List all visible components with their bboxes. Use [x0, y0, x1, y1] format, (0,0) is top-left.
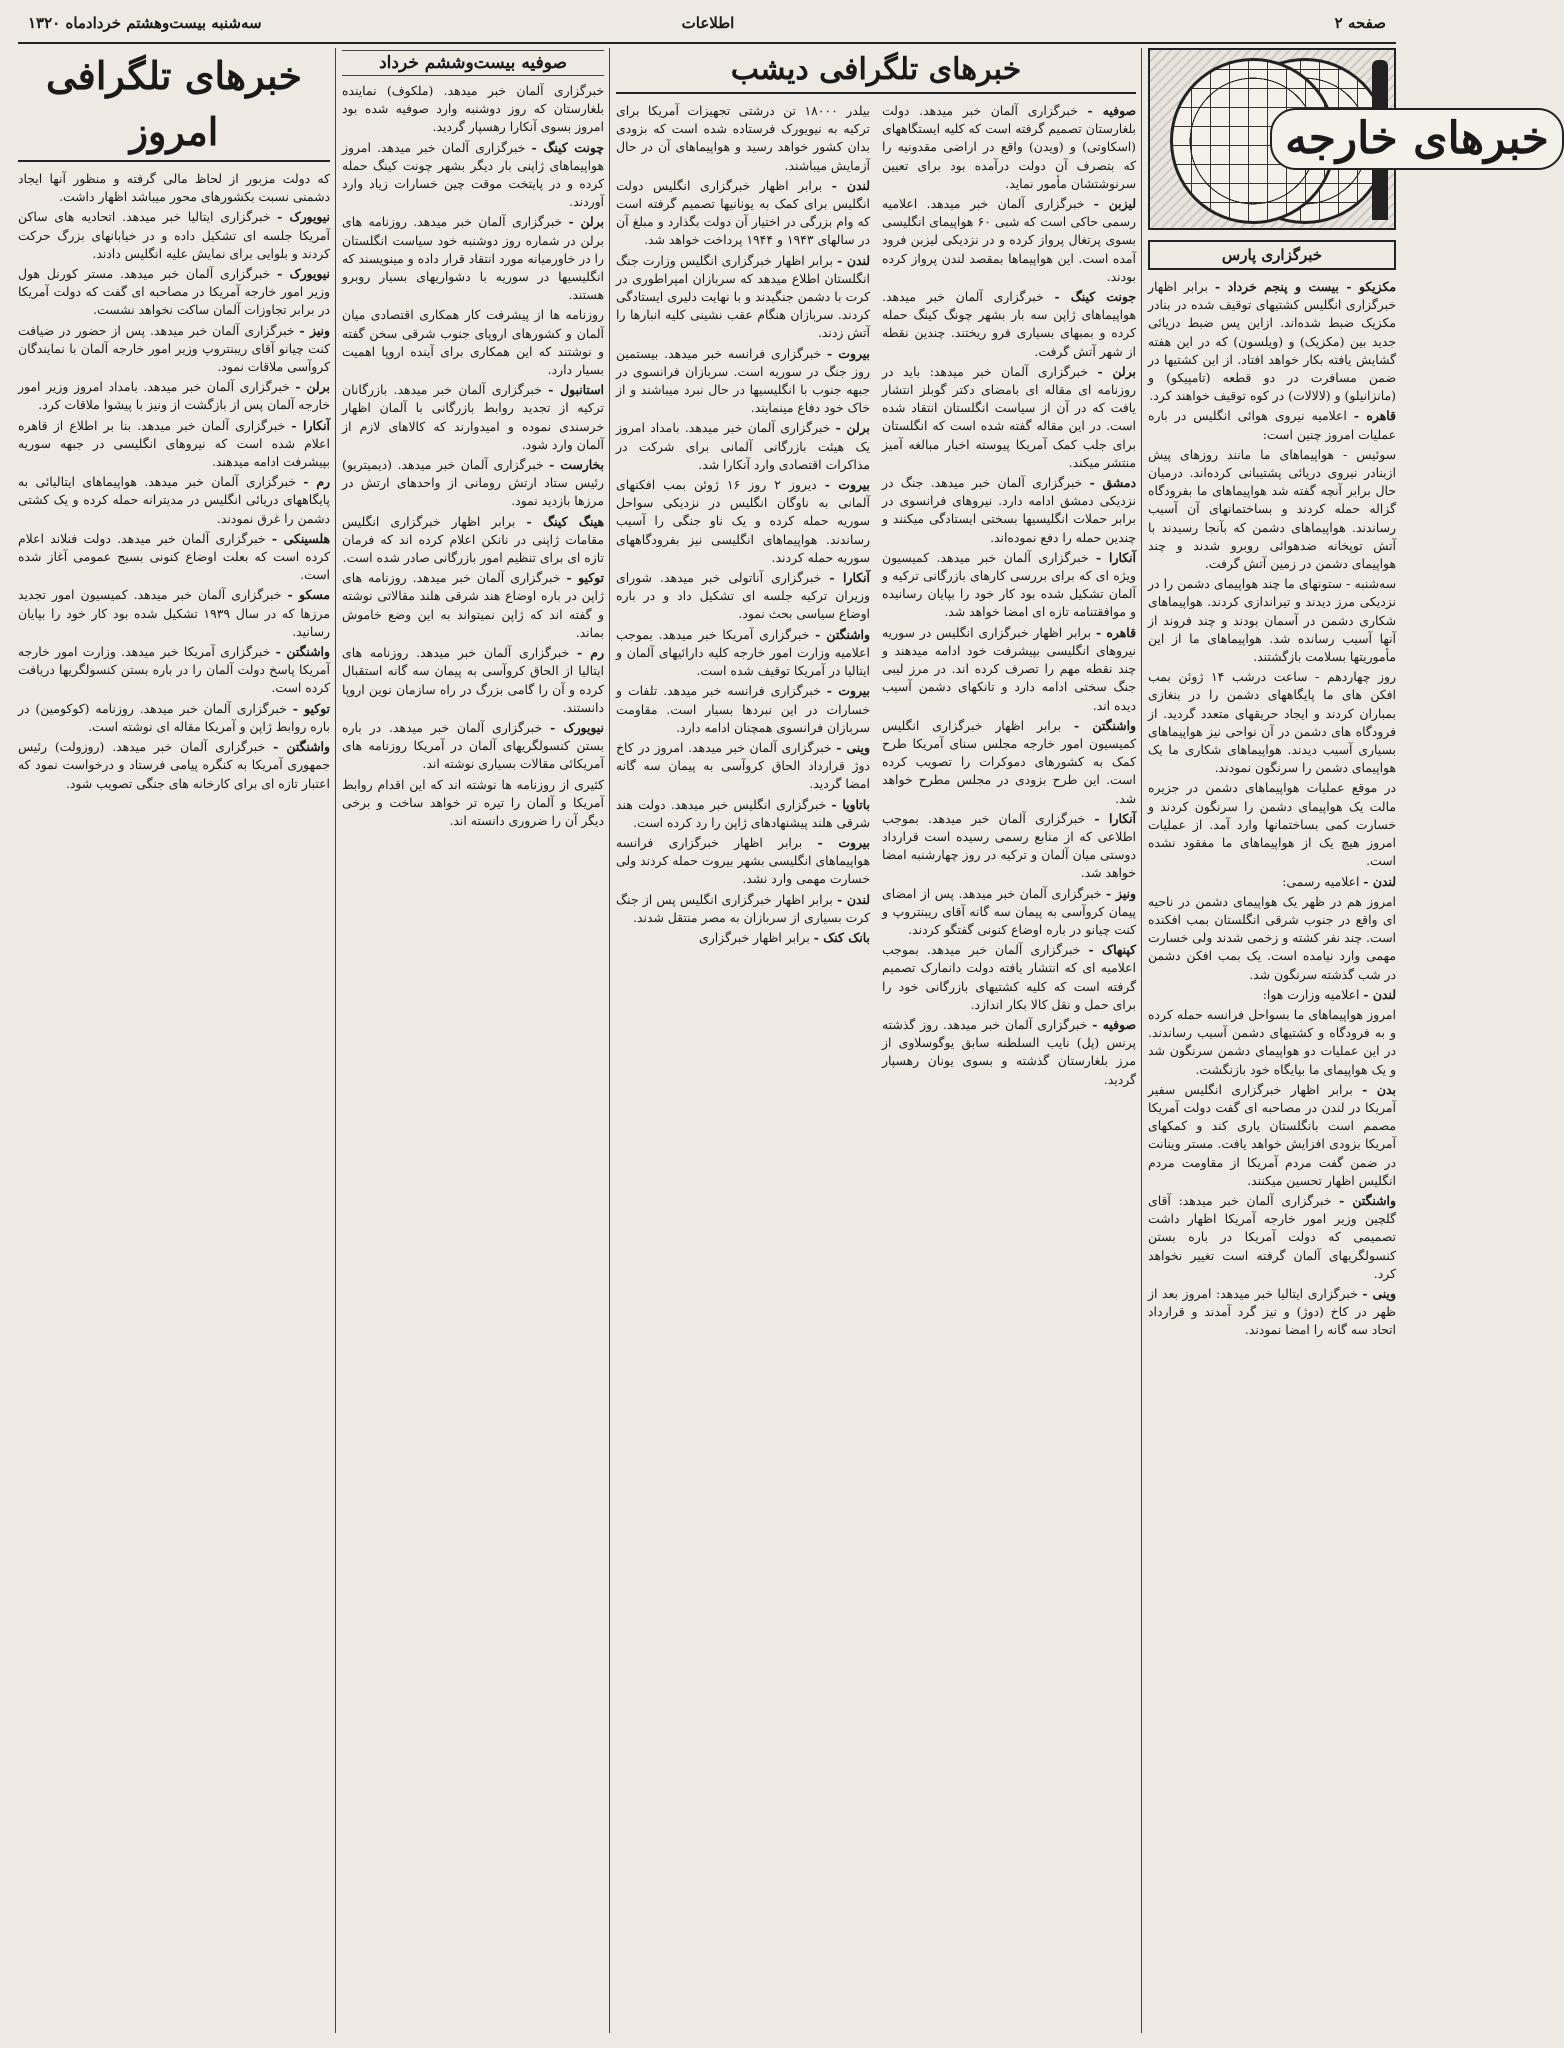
column-divider: [609, 48, 610, 2033]
news-text: سوئیس - هواپیماهای ما مانند روزهای پیش ازبنادر نیروی دریائی پشتیبانی کرده‌اند. درمیان حال برابر آنچه گفته شد هواپیماهای ما بفرودگاه گزاله حمله کردند و بساختمانهای آن آسیب رساندند. هواپیماهای دشمن که بآنجا رسیدند با آتش توپخانه ضدهوائی روبرو شدند و چند هواپیمای دشمن در زمین آتش گرفت.: [1148, 446, 1396, 572]
news-item: [1148, 986, 1396, 1004]
news-item: [616, 682, 870, 737]
news-item: [18, 738, 330, 793]
dateline: جونت کینگ -: [1054, 289, 1136, 305]
subheading-sofia: صوفیه بیست‌وششم خرداد: [342, 50, 604, 76]
news-text: خبرگزاری فرانسه خبر میدهد. بیستمین روز جنگ در سوریه است. سربازان فرانسوی در جبهه جنوب با انگلیسیها در حال نبرد میباشند و از خاک خود دفاع مینمایند.: [616, 345, 870, 416]
dateline: برلن -: [568, 214, 604, 230]
headline-last-night: خبرهای تلگرافی دیشب: [616, 48, 1136, 94]
news-text: خبرگزاری آلمان خبر میدهد: آقای گلچین وزیر امور خارجه آمریکا اظهار داشت تصمیمی که دولت آمریکا در باره بستن کنسولگریهای آلمان گرفته است تغییر نخواهد کرد.: [1148, 1192, 1396, 1281]
dateline: رم -: [576, 645, 604, 661]
news-item: [18, 530, 330, 585]
dateline: بانک کنک -: [813, 929, 870, 945]
news-item: [1148, 668, 1396, 777]
news-text: خبرگزاری آلمان خبر میدهد. روز گذشته پرنس (پل) نایب السلطنه سابق یوگوسلاوی از مرز بلغارستان گذشته و بسوی یونان رهسپار گردید.: [882, 1016, 1136, 1087]
dateline: واشنگتن -: [1339, 1192, 1396, 1208]
news-item: [1148, 1081, 1396, 1190]
dateline: بخارست -: [549, 457, 604, 473]
dateline: مکزیکو - بیست و پنجم خرداد -: [1215, 279, 1396, 294]
news-item: [616, 626, 870, 681]
news-item: [18, 322, 330, 377]
news-item: [882, 288, 1136, 361]
column-divider: [1141, 48, 1142, 2033]
dateline: رم -: [303, 474, 330, 490]
news-text: خبرگزاری آلمان خبر میدهد. پس از حضور در ضیافت کنت چیانو آقای ریبنتروپ وزیر امور خارجه آلمان با نمایندگان کروآسی ملاقات نمود.: [18, 322, 330, 375]
news-text: برابر اظهار خبرگزاری: [699, 929, 810, 945]
news-text: خبرگزاری ایتالیا خبر میدهد. اتحادیه های ساکن آمریکا جلسه ای تشکیل داده و در خیابانهای بزرگ حرکت کردند و بلوایی برای نمایش علیه انگلیس دادند.: [18, 209, 330, 261]
dateline: بیروت -: [826, 683, 870, 699]
news-text: اعلامیه نیروی هوائی انگلیس در باره عملیات امروز چنین است:: [1148, 408, 1396, 442]
news-text: خبرگزاری آلمان خبر میدهد. بنا بر اطلاع از قاهره اعلام شده است که نیروهای انگلیسی در جبهه سوریه بپیشرفت ادامه میدهند.: [18, 417, 330, 470]
news-text: که دولت مزبور از لحاظ مالی گرفته و منظور آنها ایجاد دشمنی نسبت بکشورهای محور میباشد اظهار داشت.: [18, 171, 330, 205]
news-text: برابر اظهار خبرگزاری انگلیس دولت انگلیس برای کمک به یونانیها تصمیم گرفته است که وام بزرگی در اختیار آن دولت بگذارد و مبلغ آن در سالهای ۱۹۴۳ و ۱۹۴۴ پرداخت خواهد شد.: [616, 177, 870, 248]
dateline: واشنگتن -: [815, 626, 870, 642]
dateline: بیروت -: [817, 834, 870, 850]
news-item: [1148, 575, 1396, 666]
dateline: دمشق -: [1089, 475, 1136, 491]
news-text: امروز هم در ظهر یک هواپیمای دشمن در ناحیه ای واقع در جنوب شرقی انگلستان بمب افکنده است. چند نفر کشته و زخمی شدند ولی خسارت مهمی وارد نیامده است. یک بمب افکن دشمن در شب گذشته سرنگون شد.: [1148, 893, 1396, 982]
dateline: کپنهاک -: [1088, 942, 1136, 958]
news-item: [616, 891, 870, 927]
dateline: لندن -: [837, 252, 870, 268]
news-item: [1148, 446, 1396, 573]
news-text: خبرگزاری آلمان خبر میدهد. دولت بلغارستان تصمیم گرفته است که کلیه ایستگاههای (اسکاوتی) و (ویدن) واقع در اراضی مقدونیه را که بتصرف آن دولت درآمده بود برای تعیین سرنوشتشان مأمور نماید.: [882, 103, 1136, 191]
news-item: [616, 102, 870, 175]
news-text: خبرگزاری آلمان خبر میدهد. بموجب اعلامیه ای که انتشار یافته دولت دانمارک تصمیم گرفته است که کلیه کشتیهای بازرگانی خود را برای حمل و نقل کالا بکار اندازد.: [882, 942, 1136, 1012]
news-item: [342, 456, 604, 511]
news-item: [882, 624, 1136, 715]
news-text: خبرگزاری ایتالیا خبر میدهد: امروز بعد از ظهر در کاخ (دوژ) و نیز گرد آمدند و قرارداد اتحاد سه گانه را امضا نمودند.: [1148, 1285, 1396, 1338]
news-text: خبرگزاری آلمان خبر میدهد. روزنامه های ایتالیا از الحاق کروآسی به پیمان سه گانه استقبال کرده و آن را گامی بزرگ در راه سازمان نوین اروپا دانستند.: [342, 645, 604, 715]
news-text: خبرگزاری آلمان خبر میدهد. هواپیماهای ایتالیائی به پایگاههای دریائی انگلیس در مدیترانه حمله کرده و یک کشتی دشمن را غرق نمودند.: [18, 474, 330, 526]
news-item: [342, 82, 604, 137]
dateline: توکیو -: [292, 700, 330, 716]
news-item: [616, 177, 870, 250]
dateline: مسکو -: [287, 587, 330, 603]
news-text: خبرگزاری آلمان خبر میدهد: باید در روزنامه ای مقاله ای بامضای دکتر گوبلز انتشار یافت که در آن از سیاست انگلستان انتقاد شده است. در این مقاله گفته شده است که انگلستان برای جلب کمک آمریکا پیوسته اخبار مبالغه آمیز منتشر میکند.: [882, 363, 1136, 470]
news-text: اعلامیه وزارت هوا:: [1262, 986, 1360, 1002]
news-text: خبرگزاری آلمان خبر میدهد. روزنامه های برلن در شماره روز دوشنبه خود سیاست انگلستان را در خاورمیانه مورد انتقاد قرار داده و مینویسند که انگلیسیها در سوریه با دشواریهای بسیار روبرو هستند.: [342, 214, 604, 303]
article-list: [18, 170, 330, 793]
dateline: آنکارا -: [1096, 549, 1136, 565]
issue-date: سه‌شنبه بیست‌وهشتم خردادماه ۱۳۲۰: [28, 14, 262, 32]
news-item: [18, 170, 330, 206]
dateline: برلن -: [1097, 363, 1136, 379]
dateline: لیزبن -: [1093, 196, 1136, 212]
news-text: برابر اظهار خبرگزاری انگلیس مقامات ژاپنی در نانکن اعلام کرده اند که فرمان تازه ای برای تنظیم امور بازرگانی صادر شده است.: [342, 513, 604, 566]
news-text: روز چهاردهم - ساعت درشب ۱۴ ژوئن بمب افکن های ما پایگاههای دشمن را در بنغازی بمباران کردند و ایجاد حریقهای متعدد گردید. از فرودگاه های دشمن در آن نواحی نیز هواپیماهای بسیاری آسیب دیدند. هواپیماهای شکاری ما یک هواپیمای دشمن را سرنگون نمودند.: [1148, 669, 1396, 776]
news-item: [342, 776, 604, 831]
dateline: لندن -: [1363, 873, 1396, 889]
news-text: خبرگزاری آلمان خبر میدهد. هواپیماهای ژاپن سه بار بشهر چونگ کینگ حمله کرده و بمبهای بسیاری فرو ریختند. چندین نقطه از شهر آتش گرفت.: [882, 289, 1136, 359]
news-text: خبرگزاری آلمان خبر میدهد. پس از امضای پیمان کروآسی به پیمان سه گانه آقای ریبنتروپ و کنت چیانو در باره اوضاع کنونی گفتگو کردند.: [882, 885, 1136, 937]
news-text: برابر اظهار خبرگزاری انگلیس در سوریه نیروهای انگلیسی بپیشرفت خود ادامه میدهند و چند نقطه مهم را تصرف کرده اند. در مرز لیبی جنگ سختی ادامه دارد و تانکهای دشمن آسیب دیده اند.: [882, 624, 1136, 713]
dateline: بیروت -: [826, 345, 870, 361]
column-sofia: [342, 48, 604, 2033]
dateline: صوفیه -: [1092, 1016, 1136, 1032]
banner-title: خبرهای خارجه: [1270, 108, 1564, 170]
news-text: برابر اظهار خبرگزاری انگلیس سفیر آمریکا در لندن در مصاحبه ای گفت دولت آمریکا مصمم است بانگلستان یاری کند و کمکهای آمریکا بزودی افزایش خواهد یافت. مستر وینانت در ضمن گفت مردم آمریکا از مقاومت مردم انگلیس اظهار تحسین میکنند.: [1148, 1081, 1396, 1188]
news-text: خبرگزاری آناتولی خبر میدهد. شورای وزیران ترکیه جلسه ای تشکیل داد و در باره اوضاع سیاسی بحث نمود.: [616, 570, 870, 622]
news-item: [342, 569, 604, 642]
news-text: خبرگزاری آلمان خبر میدهد. مستر کورنل هول وزیر امور خارجه آمریکا در مصاحبه ای گفت که دولت آمریکا در برابر تجاوزات آلمان ساکت نخواهد نشست.: [18, 266, 330, 318]
news-item: [616, 419, 870, 474]
foreign-news-banner: [1148, 48, 1549, 230]
dateline: نیویورک -: [550, 719, 604, 735]
news-item: [1148, 1192, 1396, 1283]
dateline: قاهره -: [1096, 624, 1136, 640]
news-item: [882, 363, 1136, 472]
dateline: بدن -: [1362, 1081, 1396, 1097]
news-item: [882, 549, 1136, 622]
news-item: [18, 378, 330, 414]
news-item: [616, 739, 870, 794]
news-item: [342, 381, 604, 454]
news-item: [1148, 1006, 1396, 1079]
news-text: خبرگزاری آلمان خبر میدهد. بامداد امروز یک هیئت بازرگانی آلمانی برای شرکت در مذاکرات اقتصادی وارد آنکارا شد.: [616, 420, 870, 472]
news-item: [342, 306, 604, 379]
news-item: [18, 586, 330, 641]
dateline: واشنگتن -: [273, 739, 330, 755]
news-text: برابر اظهار خبرگزاری انگلیس وزارت جنگ انگلستان اطلاع میدهد که سربازان امپراطوری در کرت با دشمن جنگیدند و با نهایت دلیری ایستادگی کردند. سربازان هنگام عقب نشینی کلیه انبارها را آتش زدند.: [616, 252, 870, 341]
news-text: خبرگزاری آلمان خبر میدهد. کمیسیون امور تجدید مرزها که در سال ۱۹۳۹ تشکیل شده بود کار خود را بپایان رسانید.: [18, 587, 330, 639]
headline-today: خبرهای تلگرافی امروز: [18, 48, 330, 162]
article-list: [1148, 278, 1396, 1340]
news-text: برابر اظهار خبرگزاری انگلیس کشتیهای توقیف شده در بنادر مکزیک ضبط شده‌اند. ازاین پس ضبط دریائی جدید بین (مکزیک) و (ویلسون) که در این هفته گشایش یافته بکار خواهد افتاد. از این کشتیها در ضمن مسافرت در دو قطعه (تامپیکو) و (مانزانیلو) و (لالالات) در کوه توقیف خواهند کرد.: [1148, 279, 1396, 404]
news-item: [342, 513, 604, 568]
news-item: [616, 252, 870, 343]
news-item: [616, 929, 870, 947]
news-text: در موقع عملیات هواپیماهای دشمن در جزیره مالت یک هواپیمای دشمن را سرنگون کردند و خسارت کمی بساختمانها وارد آمد. از عملیات امروز هیچ یک از هواپیماهای ما مفقود نشده است.: [1148, 780, 1396, 869]
news-text: سه‌شنبه - ستونهای ما چند هواپیمای دشمن را در نزدیکی مرز دیدند و تیراندازی کردند. هواپیماهای شکاری دشمن در آسمان بودند و چند فروند از آنها آسیب رسانده شد. هواپیماهای ما از این مأموریتها بسلامت بازگشتند.: [1148, 576, 1396, 665]
dateline: نیویورک -: [277, 209, 330, 225]
news-item: [616, 796, 870, 832]
news-item: [1148, 893, 1396, 984]
news-item: [342, 644, 604, 717]
article-list: [342, 82, 604, 830]
dateline: هلسینکی -: [271, 530, 330, 546]
news-text: برابر اظهار خبرگزاری فرانسه هواپیماهای انگلیسی بشهر بیروت حمله کردند ولی خسارت مهمی وارد نشد.: [616, 834, 870, 887]
news-item: [18, 265, 330, 320]
column-foreign-news: [1148, 48, 1549, 2033]
news-text: خبرگزاری آلمان خبر میدهد. بامداد امروز وزیر امور خارجه آلمان پس از بازگشت از ونیز با پیشوا ملاقات کرد.: [18, 379, 330, 413]
news-text: خبرگزاری فرانسه خبر میدهد. تلفات و خسارات در این نبردها بسیار است. مقاومت سربازان فرانسوی همچنان ادامه دارد.: [616, 683, 870, 735]
news-text: خبرگزاری آلمان خبر میدهد. (روزولت) رئیس جمهوری آمریکا به کنگره پیامی فرستاد و درخواست نمود که اعتبار تازه ای برای کارخانه های جنگی تصویب شود.: [18, 739, 330, 791]
dateline: وینی -: [1362, 1285, 1396, 1301]
dateline: لندن -: [837, 891, 871, 907]
dateline: بیروت -: [824, 477, 870, 493]
news-item: [882, 717, 1136, 808]
newspaper-page: [18, 8, 1549, 2038]
newspaper-name: اطلاعات: [681, 14, 735, 32]
article-list: [616, 102, 870, 1091]
news-item: [342, 719, 604, 774]
news-text: خبرگزاری آمریکا خبر میدهد. بموجب اعلامیه وزارت امور خارجه کلیه دارائیهای آلمان و ایتالیا در آمریکا توقیف شده است.: [616, 626, 870, 679]
news-item: [18, 700, 330, 736]
dateline: واشنگتن -: [1073, 717, 1136, 733]
news-item: [616, 476, 870, 567]
page-number: صفحه ۲: [1334, 14, 1386, 32]
news-text: خبرگزاری آلمان خبر میدهد. روزنامه (کوکومین) در باره روابط ژاپن و آمریکا مقاله ای نوشته است.: [18, 700, 330, 734]
section-title-pars: خبرگزاری پارس: [1148, 240, 1396, 270]
article-list: [882, 102, 1136, 1091]
dateline: هینگ کینگ -: [526, 513, 604, 529]
news-text: خبرگزاری آلمان خبر میدهد. بازرگانان ترکیه از تجدید روابط بازرگانی با آلمان اظهار خرسندی نموده و امیدوارند که کالاهای لازم از آلمان وارد شود.: [342, 382, 604, 452]
dateline: صوفیه -: [1087, 103, 1137, 118]
news-item: [1148, 873, 1396, 891]
news-text: امروز هواپیماهای ما بسواحل فرانسه حمله کرده و به فرودگاه و کشتیهای دشمن آسیب رساندند. در این عملیات دو هواپیمای دشمن سرنگون شد و یک هواپیمای ما بپایگاه خود بازنگشت.: [1148, 1006, 1396, 1077]
news-text: برابر اظهار خبرگزاری انگلیس پس از جنگ کرت بسیاری از سربازان به مصر منتقل شدند.: [616, 891, 870, 925]
dateline: برلن -: [295, 379, 330, 395]
news-item: [882, 195, 1136, 286]
news-item: [616, 569, 870, 624]
news-item: [18, 473, 330, 528]
news-text: روزنامه ها از پیشرفت کار همکاری اقتصادی میان آلمان و کشورهای اروپای جنوب شرقی سخن گفته و نوشتند که این همکاری برای آینده اروپا اهمیت بسیار دارد.: [342, 307, 604, 378]
news-text: خبرگزاری آمریکا خبر میدهد. وزارت امور خارجه آمریکا پاسخ دولت آلمان را در باره بستن کنسولگریها دریافت کرده است.: [18, 644, 330, 696]
news-item: [882, 102, 1136, 193]
dateline: قاهره -: [1353, 408, 1396, 424]
news-text: خبرگزاری آلمان خبر میدهد. دولت فنلاند اعلام کرده است که بعلت اوضاع کنونی بسیج عمومی آغاز شده است.: [18, 530, 330, 583]
news-item: [18, 417, 330, 472]
news-text: خبرگزاری انگلیس خبر میدهد. دولت هند شرقی هلند پیشنهادهای ژاپن را رد کرده است.: [616, 796, 870, 830]
dateline: لندن -: [831, 177, 870, 193]
dateline: آنکارا -: [829, 570, 870, 586]
news-text: اعلامیه رسمی:: [1282, 873, 1360, 889]
news-text: خبرگزاری آلمان خبر میدهد. امروز هواپیماهای ژاپنی بار دیگر بشهر چونت کینگ حمله کرده و در پایتخت موقت چین خسارات زیاد وارد آوردند.: [342, 139, 604, 210]
news-item: [18, 643, 330, 698]
dateline: برلن -: [835, 420, 870, 436]
dateline: ونیز -: [299, 322, 330, 338]
news-text: خبرگزاری آلمان خبر میدهد. (دیمیتریو) رئیس ستاد ارتش رومانی از واحدهای ارتش در مرزها بازدید نمود.: [342, 457, 604, 509]
news-item: [616, 345, 870, 418]
news-item: [1148, 278, 1396, 405]
news-text: خبرگزاری آلمان خبر میدهد. جنگ در نزدیکی دمشق ادامه دارد. نیروهای فرانسوی در برابر حملات انگلیسیها بسختی ایستادگی میکنند و چندین حمله را دفع نموده‌اند.: [882, 475, 1136, 545]
news-item: [616, 834, 870, 889]
dateline: وینی -: [836, 739, 870, 755]
news-item: [882, 941, 1136, 1014]
news-item: [18, 208, 330, 263]
news-item: [1148, 407, 1396, 443]
article-columns: [616, 102, 1136, 1091]
news-text: خبرگزاری آلمان خبر میدهد. اعلامیه رسمی حاکی است که شبی ۶۰ هواپیمای انگلیسی بسوی پرتغال پرواز کرده و در نزدیکی لیزبن فرود آمده است. این هواپیماها بمقصد لندن پرواز کرده بودند.: [882, 196, 1136, 284]
news-text: دیروز ۲ روز ۱۶ ژوئن بمب افکنهای آلمانی به ناوگان انگلیس در نزدیکی سواحل سوریه حمله کرده و یک ناو جنگی را آسیب رساندند. هواپیماهای انگلیسی نیز بفرودگاههای سوریه حمله کردند.: [616, 477, 870, 565]
dateline: باتاویا -: [831, 796, 870, 812]
news-item: [882, 474, 1136, 547]
dateline: توکیو -: [566, 570, 604, 586]
news-text: خبرگزاری آلمان خبر میدهد. روزنامه های ژاپن در باره اوضاع هند شرقی هلند مقالاتی نوشته و گفته اند که ژاپن نمیتواند به این وضع خاموش بماند.: [342, 570, 604, 640]
dateline: چونت کینگ -: [531, 139, 604, 155]
dateline: آنکارا -: [1094, 810, 1136, 826]
news-text: خبرگزاری آلمان خبر میدهد. در باره بستن کنسولگریهای آلمان در آمریکا روزنامه های آمریکائی مقالات بسیاری نوشته اند.: [342, 719, 604, 772]
news-text: برابر اظهار خبرگزاری انگلیس کمیسیون امور خارجه مجلس سنای آمریکا طرح کمک به کشورهای دموکرات را تصویب کرده است. این طرح بزودی در مجلس مطرح خواهد شد.: [882, 717, 1136, 806]
news-text: خبرگزاری آلمان خبر میدهد. امروز در کاخ دوژ قرارداد الحاق کروآسی به پیمان سه گانه امضا گردید.: [616, 739, 870, 792]
column-last-night: [616, 48, 1136, 2033]
news-item: [882, 885, 1136, 940]
column-divider: [335, 48, 336, 2033]
column-today: [18, 48, 330, 2033]
news-item: [882, 810, 1136, 883]
news-text: خبرگزاری آلمان خبر میدهد. (ملکوف) نماینده بلغارستان که روز دوشنبه وارد صوفیه شده بود امروز بسوی آنکارا رهسپار گردید.: [342, 83, 604, 135]
dateline: واشنگتن -: [275, 644, 330, 660]
dateline: نیویورک -: [277, 266, 330, 282]
news-text: کثیری از روزنامه ها نوشته اند که این اقدام روابط آمریکا و آلمان را تیره تر خواهد ساخت و برخی دیگر آن را ضروری دانسته اند.: [342, 776, 604, 828]
dateline: لندن -: [1363, 986, 1396, 1002]
news-item: [342, 139, 604, 212]
dateline: ونیز -: [1105, 885, 1136, 901]
news-item: [1148, 1285, 1396, 1340]
news-text: بیلدر ۱۸۰۰۰ تن درشتی تجهیزات آمریکا برای ترکیه به نیویورک فرستاده شده است که بزودی بدان کشور خواهد رسید و هواپیماهای آن در حال آزمایش میباشند.: [616, 103, 871, 173]
dateline: استانبول -: [548, 382, 604, 398]
news-text: خبرگزاری آلمان خبر میدهد. بموجب اطلاعی که از منابع رسمی رسیده است قرارداد دوستی میان آلمان و ترکیه در روز چهارشنبه امضا خواهد شد.: [882, 810, 1136, 881]
news-item: [1148, 779, 1396, 870]
news-text: خبرگزاری آلمان خبر میدهد. کمیسیون ویژه ای که برای بررسی کارهای بازرگانی ترکیه و آلمان تشکیل شده بود کار خود را بپایان رسانیده و موافقتنامه تازه ای امضا خواهد شد.: [882, 549, 1136, 620]
news-item: [882, 1016, 1136, 1089]
news-item: [342, 213, 604, 304]
dateline: آنکارا -: [291, 417, 330, 433]
masthead-bar: [18, 8, 1396, 44]
